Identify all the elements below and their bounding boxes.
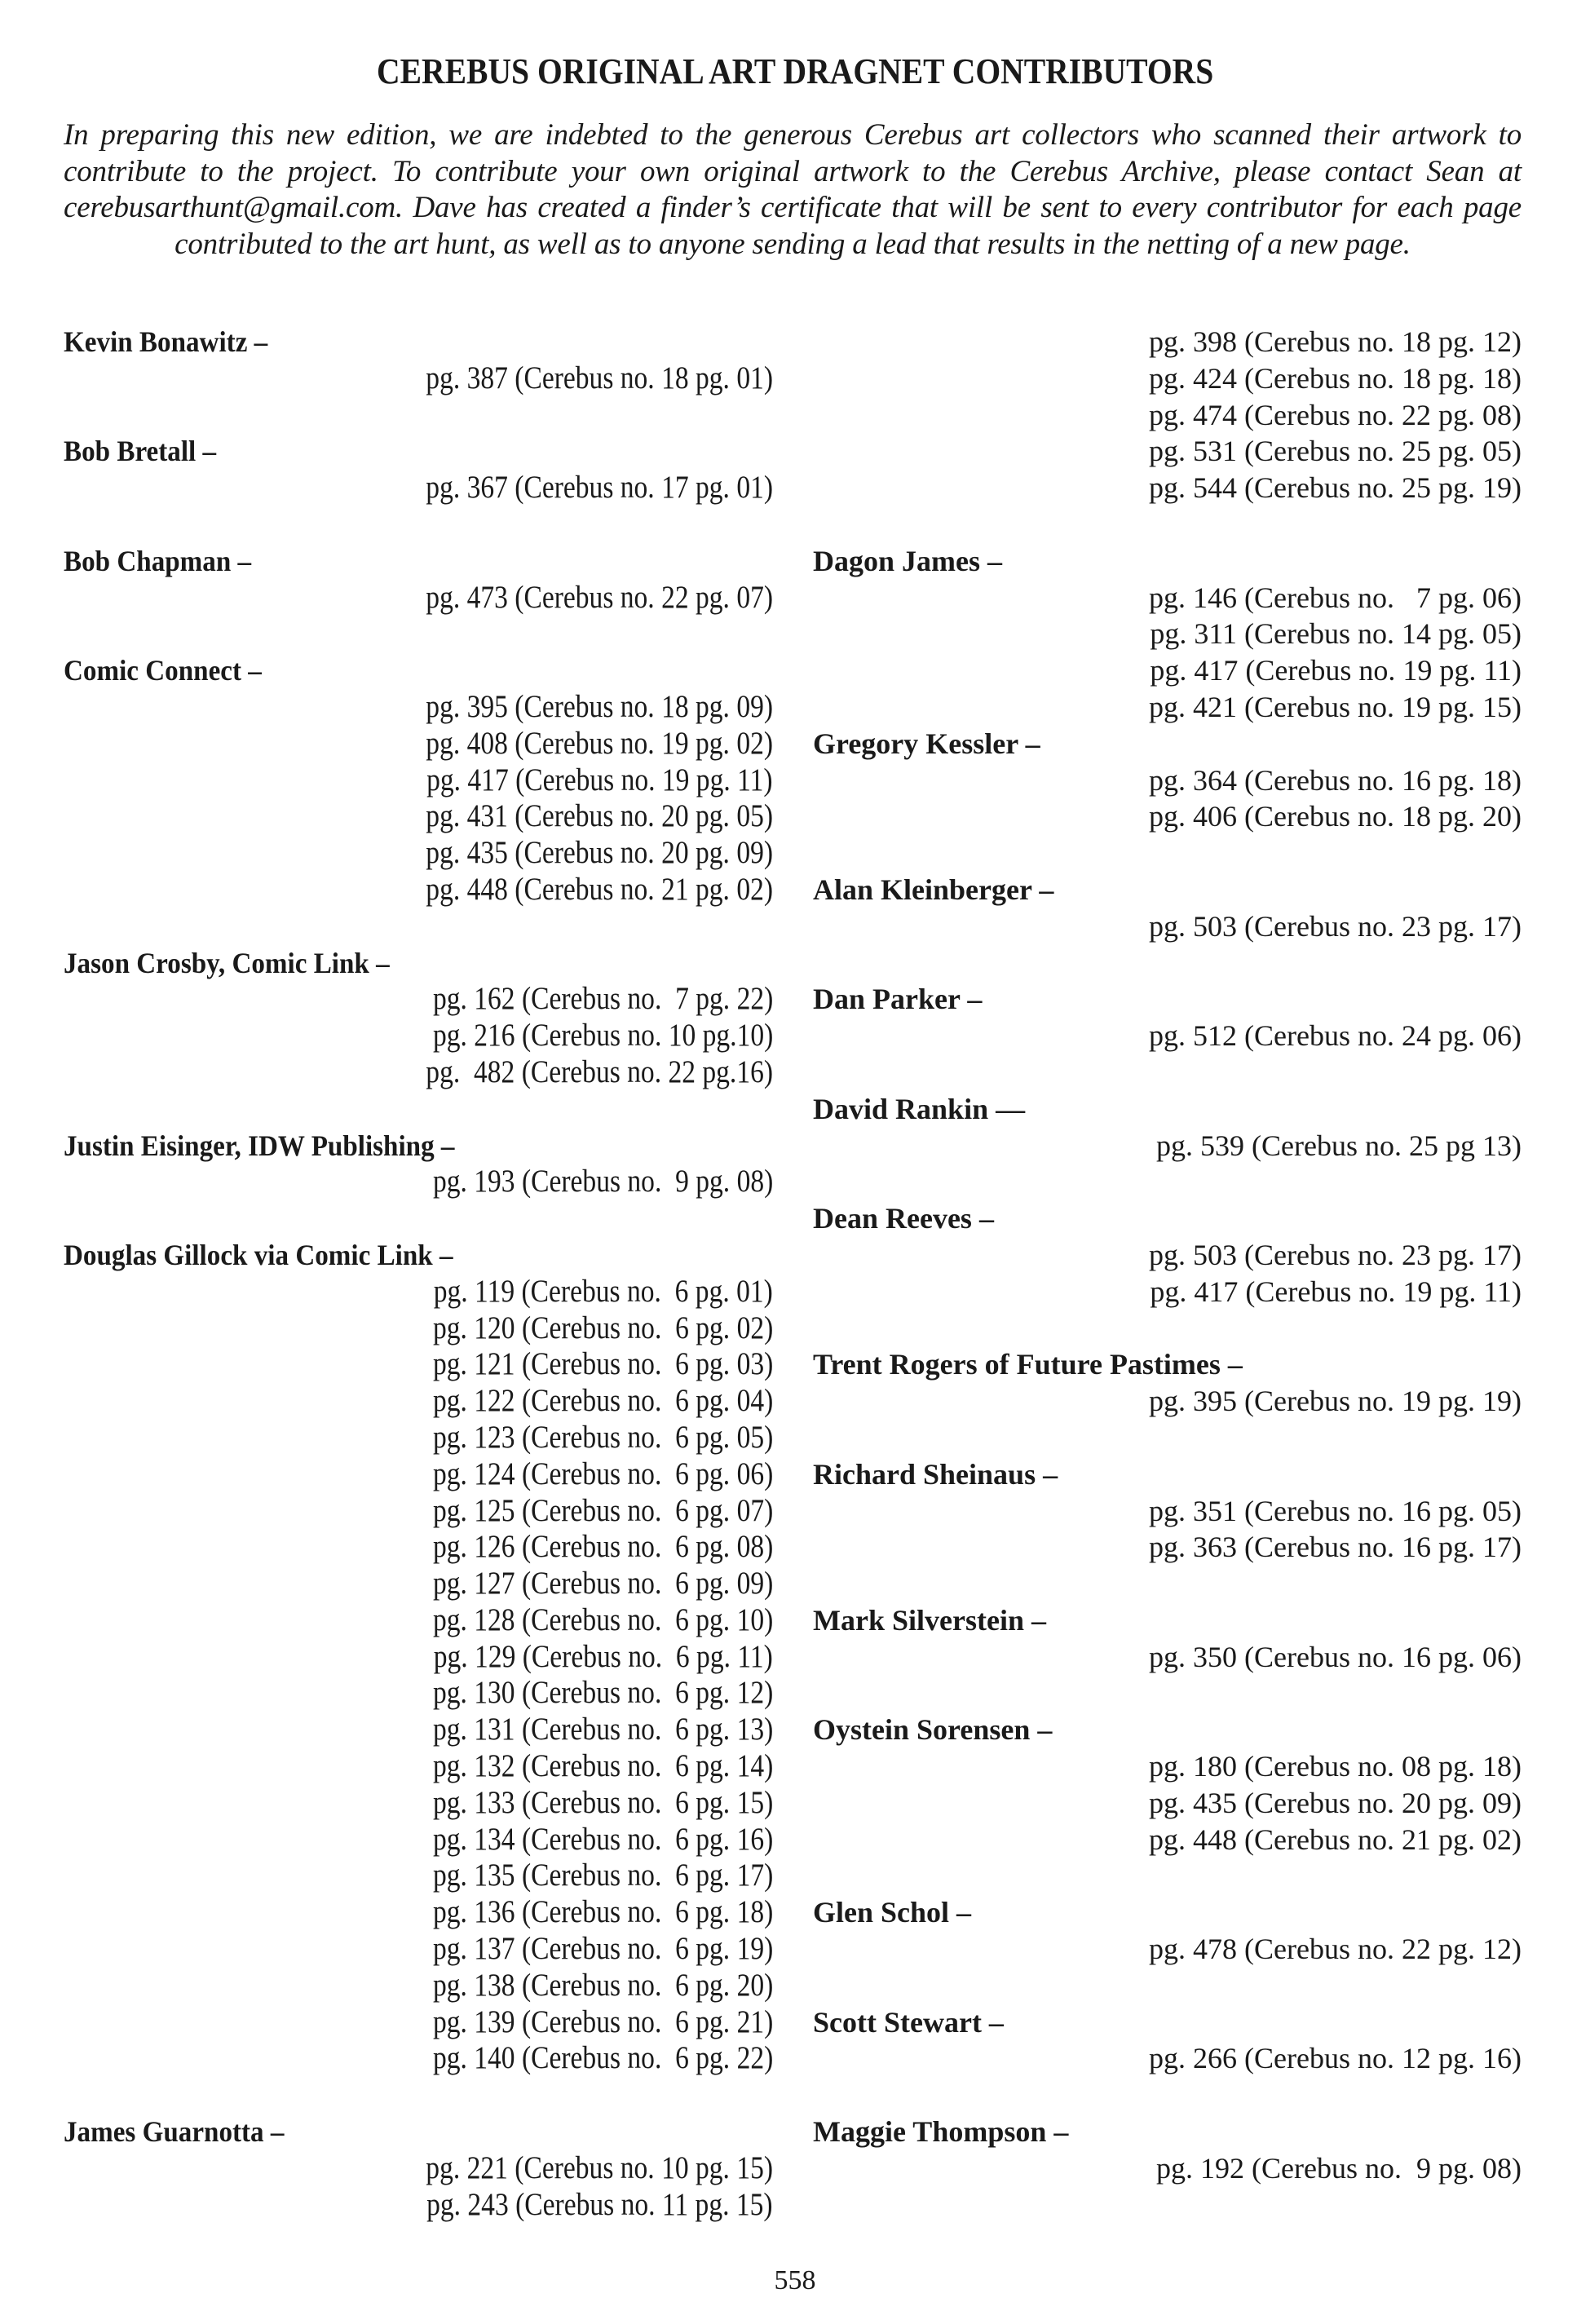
contributor-name — [813, 543, 1522, 580]
page-entry-text: pg. 221 (Cerebus no. 10 pg. 15) — [426, 2149, 773, 2185]
contributor-group — [64, 652, 773, 908]
page-entry-text: pg. 364 (Cerebus no. 16 pg. 18) — [1149, 763, 1522, 797]
page-entry — [64, 2004, 773, 2041]
page-entry-text: pg. 431 (Cerebus no. 20 pg. 05) — [426, 798, 773, 834]
page-entry — [64, 981, 773, 1018]
page-entry-text: pg. 448 (Cerebus no. 21 pg. 02) — [1149, 1823, 1522, 1856]
contributor-name-text: Dagon James – — [813, 544, 1002, 577]
page-entry-text: pg. 406 (Cerebus no. 18 pg. 20) — [1149, 800, 1522, 833]
contributor-name — [813, 1712, 1522, 1748]
page-entry — [64, 1018, 773, 1054]
intro-paragraph: In preparing this new edition, we are indebted to the generous Cerebus art collectors who scanned their artwork to contribute to the project. To contribute your own original artwork to the Cerebus Archive, please contact Sean at cerebusarthunt@gmail.com. Dave has created a finder’s certificate that will be sent to every contributor for each page contributed to the art hunt, as well as to anyone sending a lead that results in the netting of a new page. — [64, 118, 1522, 261]
page-entry — [813, 1639, 1522, 1676]
page-entry-text: pg. 474 (Cerebus no. 22 pg. 08) — [1149, 398, 1522, 431]
contributor-name — [813, 1346, 1522, 1383]
page-entry — [813, 762, 1522, 799]
page-entry — [813, 324, 1522, 360]
page-entry-text: pg. 146 (Cerebus no. 7 pg. 06) — [1149, 581, 1522, 614]
page-entry-text: pg. 137 (Cerebus no. 6 pg. 19) — [432, 1931, 773, 1967]
page-number: 558 — [774, 2265, 816, 2295]
page-entry — [64, 1054, 773, 1091]
page-entry-text: pg. 138 (Cerebus no. 6 pg. 20) — [432, 1967, 773, 2003]
page-entry-text: pg. 435 (Cerebus no. 20 pg. 09) — [426, 835, 773, 871]
page-entry — [64, 726, 773, 762]
page-entry — [64, 1164, 773, 1200]
page-entry-text: pg. 395 (Cerebus no. 18 pg. 09) — [426, 688, 773, 724]
page-entry — [64, 1274, 773, 1310]
page-entry-text: pg. 363 (Cerebus no. 16 pg. 17) — [1149, 1531, 1522, 1564]
contributor-name-text: Comic Connect – — [64, 654, 262, 687]
page-entry-text: pg. 350 (Cerebus no. 16 pg. 06) — [1149, 1640, 1522, 1673]
page-entry — [813, 1274, 1522, 1310]
page-entry-text: pg. 140 (Cerebus no. 6 pg. 22) — [432, 2040, 773, 2076]
page-entry — [813, 360, 1522, 397]
page-entry — [64, 360, 773, 397]
page-entry — [64, 1493, 773, 1530]
contributor-group — [813, 1894, 1522, 1968]
page-entry-text: pg. 216 (Cerebus no. 10 pg.10) — [432, 1018, 773, 1054]
page-entry — [64, 1529, 773, 1566]
page-entry-text: pg. 417 (Cerebus no. 19 pg. 11) — [1150, 654, 1522, 687]
page-entry — [64, 689, 773, 726]
page-entry-text: pg. 128 (Cerebus no. 6 pg. 10) — [432, 1602, 773, 1637]
page-entry — [813, 1931, 1522, 1968]
page-entry-text: pg. 126 (Cerebus no. 6 pg. 08) — [432, 1529, 773, 1565]
page-entry-text: pg. 424 (Cerebus no. 18 pg. 18) — [1149, 361, 1522, 395]
contributor-group — [813, 872, 1522, 945]
page-title-text: CEREBUS ORIGINAL ART DRAGNET CONTRIBUTORS — [376, 51, 1214, 91]
contributor-name-text: James Guarnotta – — [64, 2115, 285, 2149]
page-entry-text: pg. 193 (Cerebus no. 9 pg. 08) — [432, 1164, 773, 1200]
contributor-name-text: Richard Sheinaus – — [813, 1457, 1058, 1491]
contributor-group — [813, 1602, 1522, 1676]
page-entry-text: pg. 473 (Cerebus no. 22 pg. 07) — [426, 579, 773, 615]
page-entry — [64, 1675, 773, 1712]
page-entry — [64, 470, 773, 506]
page-entry — [813, 433, 1522, 470]
page-entry — [813, 580, 1522, 616]
page-entry-text: pg. 133 (Cerebus no. 6 pg. 15) — [432, 1784, 773, 1820]
contributor-name — [64, 1128, 773, 1164]
page-entry — [64, 1712, 773, 1748]
page-entry — [813, 1785, 1522, 1822]
contributor-group — [813, 1346, 1522, 1420]
page-entry — [64, 1420, 773, 1456]
page-entry-text: pg. 121 (Cerebus no. 6 pg. 03) — [432, 1346, 773, 1382]
contributor-group — [813, 1712, 1522, 1858]
page-entry — [64, 1968, 773, 2004]
contributor-name-text: Kevin Bonawitz – — [64, 325, 268, 358]
page-entry — [64, 1602, 773, 1639]
page-entry — [64, 872, 773, 908]
page-entry-text: pg. 478 (Cerebus no. 22 pg. 12) — [1149, 1933, 1522, 1966]
contributor-name — [813, 872, 1522, 908]
page-entry-text: pg. 134 (Cerebus no. 6 pg. 16) — [432, 1821, 773, 1857]
contributor-group — [64, 324, 773, 397]
page-entry — [813, 1493, 1522, 1530]
page-entry — [813, 397, 1522, 434]
contributor-name — [64, 433, 773, 470]
contributor-name — [64, 324, 773, 360]
contributor-group — [813, 1456, 1522, 1566]
page-entry — [64, 1456, 773, 1493]
contributor-group — [813, 1091, 1522, 1164]
page-entry-text: pg. 311 (Cerebus no. 14 pg. 05) — [1150, 617, 1522, 651]
contributors-column-right — [813, 324, 1522, 2187]
contributor-group — [813, 324, 1522, 506]
contributor-name-text: Maggie Thompson – — [813, 2115, 1069, 2149]
contributor-name-text: Douglas Gillock via Comic Link – — [64, 1238, 453, 1271]
page-entry — [813, 470, 1522, 506]
page-entry — [64, 1310, 773, 1347]
page-entry — [813, 2040, 1522, 2077]
page-entry-text: pg. 123 (Cerebus no. 6 pg. 05) — [432, 1419, 773, 1455]
page-entry-text: pg. 398 (Cerebus no. 18 pg. 12) — [1149, 325, 1522, 358]
contributor-group — [64, 945, 773, 1091]
page-entry-text: pg. 122 (Cerebus no. 6 pg. 04) — [432, 1383, 773, 1419]
page-title — [0, 47, 1590, 96]
page-entry-text: pg. 503 (Cerebus no. 23 pg. 17) — [1149, 909, 1522, 943]
page-entry — [64, 1822, 773, 1858]
contributor-name-text: Dan Parker – — [813, 983, 983, 1016]
contributor-name — [813, 1091, 1522, 1128]
page-entry — [64, 1894, 773, 1931]
page-entry-text: pg. 351 (Cerebus no. 16 pg. 05) — [1149, 1494, 1522, 1527]
contributor-name-text: Alan Kleinberger – — [813, 873, 1054, 906]
contributor-name — [813, 981, 1522, 1018]
page-entry-text: pg. 539 (Cerebus no. 25 pg 13) — [1156, 1129, 1522, 1162]
page-entry-text: pg. 482 (Cerebus no. 22 pg.16) — [426, 1054, 773, 1089]
contributor-group — [813, 543, 1522, 726]
page-entry-text: pg. 136 (Cerebus no. 6 pg. 18) — [432, 1894, 773, 1930]
page-entry — [813, 798, 1522, 835]
contributor-name-text: Justin Eisinger, IDW Publishing – — [64, 1129, 455, 1162]
page-entry — [64, 1383, 773, 1420]
page-entry-text: pg. 162 (Cerebus no. 7 pg. 22) — [432, 981, 773, 1017]
contributor-name — [64, 543, 773, 580]
contributor-name-text: Glen Schol – — [813, 1896, 972, 1929]
page-entry-text: pg. 408 (Cerebus no. 19 pg. 02) — [426, 725, 773, 761]
page-entry-text: pg. 129 (Cerebus no. 6 pg. 11) — [433, 1638, 773, 1674]
contributor-group — [64, 2114, 773, 2223]
page-entry — [813, 1383, 1522, 1420]
page-entry — [64, 835, 773, 872]
page-entry-text: pg. 135 (Cerebus no. 6 pg. 17) — [432, 1858, 773, 1893]
page-entry — [813, 652, 1522, 689]
contributor-name — [813, 1602, 1522, 1639]
page-entry-text: pg. 435 (Cerebus no. 20 pg. 09) — [1149, 1786, 1522, 1819]
page-entry — [813, 616, 1522, 652]
contributor-group — [64, 1128, 773, 1201]
page-entry-text: pg. 120 (Cerebus no. 6 pg. 02) — [432, 1310, 773, 1345]
page-entry-text: pg. 131 (Cerebus no. 6 pg. 13) — [432, 1712, 773, 1747]
page-entry-text: pg. 119 (Cerebus no. 6 pg. 01) — [433, 1273, 773, 1309]
page-entry — [64, 1748, 773, 1785]
page-entry-text: pg. 125 (Cerebus no. 6 pg. 07) — [432, 1492, 773, 1528]
page-entry-text: pg. 124 (Cerebus no. 6 pg. 06) — [432, 1456, 773, 1491]
page-entry-text: pg. 544 (Cerebus no. 25 pg. 19) — [1149, 471, 1522, 505]
contributor-name — [64, 1237, 773, 1274]
contributor-name — [64, 2114, 773, 2150]
contributor-group — [813, 2114, 1522, 2187]
contributor-name-text: Oystein Sorensen – — [813, 1713, 1053, 1747]
contributor-name — [64, 652, 773, 689]
page-entry-text: pg. 417 (Cerebus no. 19 pg. 11) — [426, 762, 773, 797]
contributor-group — [813, 981, 1522, 1054]
contributor-name — [813, 1200, 1522, 1237]
contributor-name-text: David Rankin — — [813, 1092, 1026, 1125]
contributor-group — [813, 1200, 1522, 1310]
page-entry — [813, 1748, 1522, 1785]
contributors-column-left — [64, 324, 773, 2223]
page-entry-text: pg. 130 (Cerebus no. 6 pg. 12) — [432, 1675, 773, 1711]
page-entry-text: pg. 192 (Cerebus no. 9 pg. 08) — [1156, 2151, 1522, 2185]
contributor-name — [813, 2004, 1522, 2041]
contributor-name — [813, 1894, 1522, 1931]
contributor-name — [813, 2114, 1522, 2150]
contributor-name — [813, 726, 1522, 762]
page-entry — [64, 1785, 773, 1822]
page-entry — [64, 762, 773, 799]
page-entry-text: pg. 503 (Cerebus no. 23 pg. 17) — [1149, 1238, 1522, 1271]
page-entry — [64, 2040, 773, 2077]
page-entry — [813, 908, 1522, 945]
contributor-group — [64, 543, 773, 616]
page-entry-text: pg. 531 (Cerebus no. 25 pg. 05) — [1149, 435, 1522, 468]
page-entry — [64, 1346, 773, 1383]
page-entry — [64, 580, 773, 616]
page-entry-text: pg. 266 (Cerebus no. 12 pg. 16) — [1149, 2042, 1522, 2075]
page-entry-text: pg. 243 (Cerebus no. 11 pg. 15) — [426, 2186, 773, 2222]
contributor-name-text: Mark Silverstein – — [813, 1603, 1046, 1637]
page-entry — [813, 1018, 1522, 1054]
contributor-group — [64, 1237, 773, 2077]
page-entry — [813, 1822, 1522, 1858]
page-entry — [64, 1858, 773, 1894]
contributor-name-text: Bob Bretall – — [64, 435, 217, 468]
page-entry — [64, 798, 773, 835]
contributor-name-text: Jason Crosby, Comic Link – — [64, 946, 390, 979]
contributor-group — [64, 433, 773, 506]
page-entry-text: pg. 421 (Cerebus no. 19 pg. 15) — [1149, 690, 1522, 723]
page-entry — [813, 689, 1522, 726]
page-entry — [64, 2150, 773, 2187]
page-entry — [64, 2187, 773, 2224]
page-entry-text: pg. 448 (Cerebus no. 21 pg. 02) — [426, 871, 773, 907]
page-entry-text: pg. 180 (Cerebus no. 08 pg. 18) — [1149, 1750, 1522, 1783]
contributor-group — [813, 726, 1522, 835]
contributor-name-text: Trent Rogers of Future Pastimes – — [813, 1348, 1243, 1381]
page-entry-text: pg. 367 (Cerebus no. 17 pg. 01) — [426, 470, 773, 506]
page-entry — [813, 1237, 1522, 1274]
contributor-name-text: Gregory Kessler – — [813, 727, 1040, 760]
page-entry — [64, 1931, 773, 1968]
contributor-group — [813, 2004, 1522, 2078]
page-entry — [813, 1128, 1522, 1164]
page-entry — [813, 1529, 1522, 1566]
page-entry-text: pg. 512 (Cerebus no. 24 pg. 06) — [1149, 1019, 1522, 1053]
page-entry-text: pg. 395 (Cerebus no. 19 pg. 19) — [1149, 1385, 1522, 1418]
contributor-name-text: Scott Stewart – — [813, 2005, 1004, 2039]
contributor-name-text: Dean Reeves – — [813, 1202, 994, 1235]
contributor-name-text: Bob Chapman – — [64, 544, 252, 577]
page-entry-text: pg. 127 (Cerebus no. 6 pg. 09) — [432, 1566, 773, 1602]
page-entry-text: pg. 417 (Cerebus no. 19 pg. 11) — [1150, 1275, 1522, 1308]
page-entry — [64, 1566, 773, 1602]
page-entry — [64, 1639, 773, 1676]
page-entry-text: pg. 132 (Cerebus no. 6 pg. 14) — [432, 1748, 773, 1784]
page-entry-text: pg. 387 (Cerebus no. 18 pg. 01) — [426, 360, 773, 395]
page-entry — [813, 2150, 1522, 2187]
contributor-name — [813, 1456, 1522, 1493]
page-entry-text: pg. 139 (Cerebus no. 6 pg. 21) — [432, 2004, 773, 2039]
contributor-name — [64, 945, 773, 982]
